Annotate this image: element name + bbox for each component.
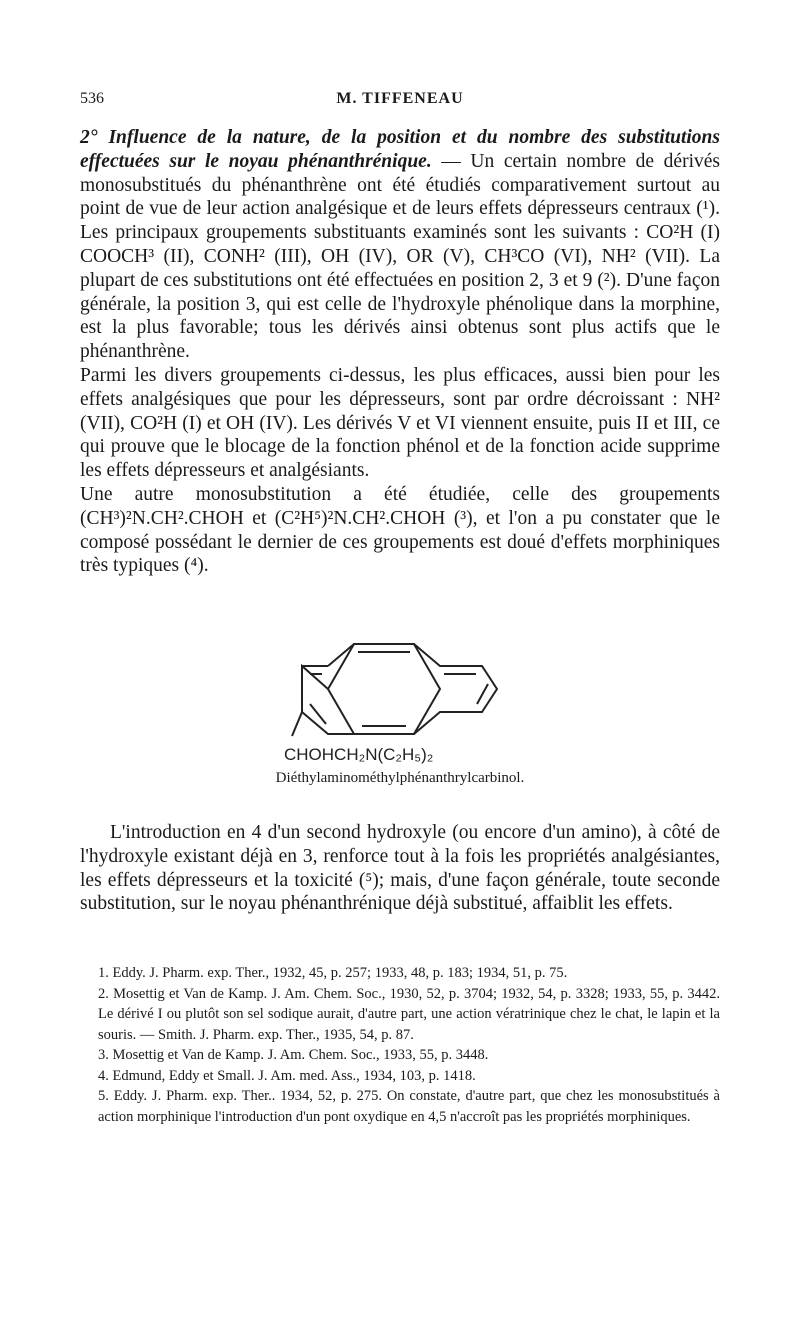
- paragraph-1: [80, 126, 720, 364]
- running-head: M. TIFFENEAU: [336, 90, 464, 107]
- footnotes: [80, 963, 720, 1127]
- footnote-2: 2. Mosettig et Van de Kamp. J. Am. Chem. Soc., 1930, 52, p. 3704; 1932, 54, p. 3328; 1933, 55, p. 3442. Le dérivé I ou plutôt son sel sodique aurait, d'autre part, une action vératrinique chez le chat, le lapin et la souris. — Smith. J. Pharm. exp. Ther., 1935, 54, p. 87.: [98, 985, 720, 1043]
- left-ring-edges: [302, 666, 354, 734]
- main-text-top: [80, 126, 720, 578]
- figure-caption: Diéthylaminométhylphénanthrylcarbinol.: [275, 770, 525, 786]
- section-title: 2° Influence de la nature, de la position et du nombre des substitutions effectuées sur le noyau phénanthrénique.: [80, 127, 720, 172]
- page-number: 536: [80, 90, 104, 107]
- paragraph-4: L'introduction en 4 d'un second hydroxyle (ou encore d'un amino), à côté de l'hydroxyle existant déjà en 3, renforce tout à la fois les propriétés analgésiantes, les effets dépresseurs et la toxicité (⁵); mais, d'une façon générale, toute seconde substitution, sur le noyau phénanthrénique déjà substitué, affaiblit les effets.: [80, 822, 720, 915]
- footnote-1: 1. Eddy. J. Pharm. exp. Ther., 1932, 45, p. 257; 1933, 48, p. 183; 1934, 51, p. 75.: [98, 965, 568, 981]
- footnote-4: 4. Edmund, Eddy et Small. J. Am. med. Ass., 1934, 103, p. 1418.: [98, 1067, 476, 1084]
- footnote-3: 3. Mosettig et Van de Kamp. J. Am. Chem. Soc., 1933, 55, p. 3448.: [98, 1047, 489, 1063]
- substituent-label: CHOHCH₂N(C₂H₅)₂: [284, 745, 434, 764]
- paragraph-1-text: — Un certain nombre de dérivés monosubstitués du phénanthrène ont été étudiés comparativement surtout au point de vue de leur action analgésique et de leurs effets dépresseurs centraux (¹). Les principaux groupements substituants examinés sont les suivants : CO²H (I) COOCH³ (II), CONH² (III), OH (IV), OR (V), CH³CO (VI), NH² (VII). La plupart de ces substitutions ont été effectuées en position 2, 3 et 9 (²). D'une façon générale, la position 3, qui est celle de l'hydroxyle phénolique dans la morphine, est la plus favorable; tous les dérivés ainsi obtenus sont plus actifs que le phénanthrène.: [80, 150, 720, 363]
- paragraph-3: Une autre monosubstitution a été étudiée, celle des groupements (CH³)²N.CH².CHOH et (C²H⁵)²N.CH².CHOH (³), et l'on a pu constater que le composé possédant le dernier de ces groupements est doué d'effets morphiniques très typiques (⁴).: [80, 483, 720, 577]
- page-header: [80, 90, 720, 114]
- paragraph-2: Parmi les divers groupements ci-dessus, les plus efficaces, aussi bien pour les effets analgésiques que pour les dépresseurs, sont par ordre décroissant : NH² (VII), CO²H (I) et OH (IV). Les dérivés V et VI viennent ensuite, puis II et III, ce qui prouve que le blocage de la fonction phénol et de la fonction acide supprime les effets dépresseurs et analgésiants.: [80, 364, 720, 482]
- phenanthrene-structure-diagram: [282, 632, 522, 768]
- main-text-bottom: [80, 821, 720, 916]
- middle-ring: [328, 644, 440, 734]
- footnote-5: 5. Eddy. J. Pharm. exp. Ther.. 1934, 52, p. 275. On constate, d'autre part, que chez les monosubstitués à action morphinique l'introduction d'un pont oxydique en 4,5 n'accroît pas les propriétés morphiniques.: [98, 1088, 720, 1125]
